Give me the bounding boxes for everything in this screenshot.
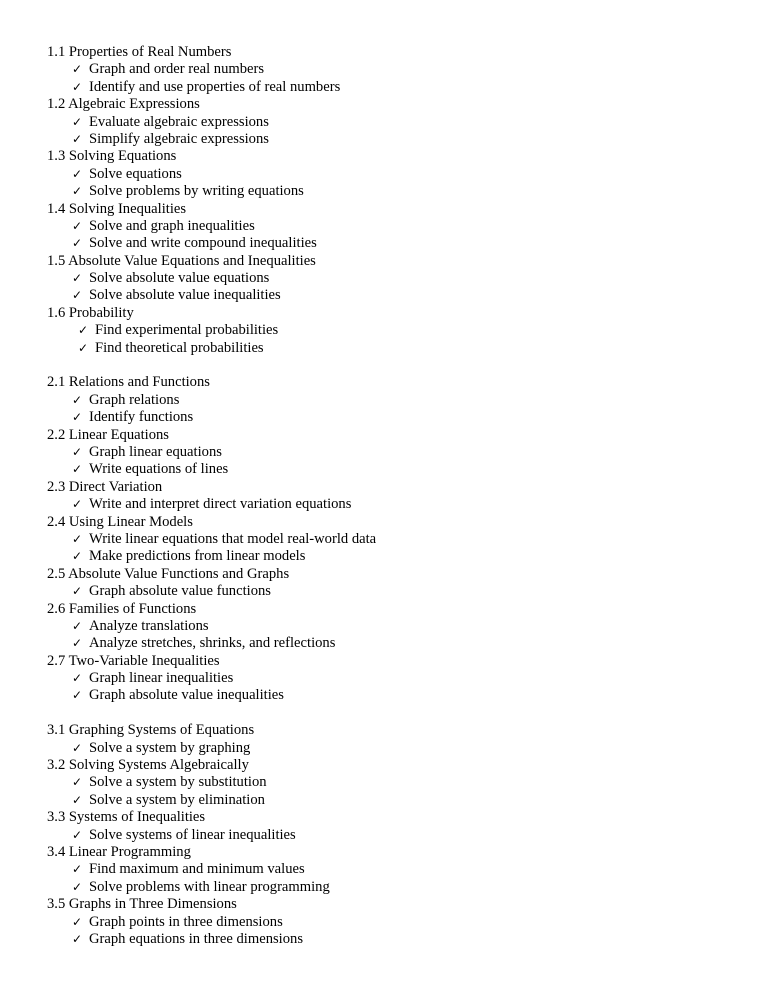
section xyxy=(47,96,747,148)
objective-item xyxy=(47,131,747,148)
checkmark-icon: ✓ xyxy=(72,497,83,512)
objective-item xyxy=(47,583,747,600)
section xyxy=(47,479,747,514)
objective-item xyxy=(47,635,747,652)
objective-item xyxy=(47,879,747,896)
objective-text: Solve a system by substitution xyxy=(89,774,267,791)
checkmark-icon: ✓ xyxy=(72,410,83,425)
objective-item xyxy=(47,166,747,183)
objective-text: Write linear equations that model real-world data xyxy=(89,530,377,547)
checkmark-icon: ✓ xyxy=(72,271,83,286)
objective-item xyxy=(47,114,747,131)
objective-item xyxy=(47,740,747,757)
checkmark-icon: ✓ xyxy=(72,688,83,703)
objective-item xyxy=(47,183,747,200)
objective-text: Identify and use properties of real numbers xyxy=(89,78,341,95)
objective-item xyxy=(47,61,747,78)
objective-text: Solve problems by writing equations xyxy=(89,183,304,200)
section-title: 2.7 Two-Variable Inequalities xyxy=(47,652,220,669)
section-title: 3.5 Graphs in Three Dimensions xyxy=(47,896,237,913)
checkmark-icon: ✓ xyxy=(72,827,83,842)
objective-item xyxy=(47,461,747,478)
checkmark-icon: ✓ xyxy=(72,636,83,651)
checkmark-icon: ✓ xyxy=(78,323,89,338)
objective-text: Graph absolute value inequalities xyxy=(89,687,284,704)
checkmark-icon: ✓ xyxy=(72,914,83,929)
objective-text: Find theoretical probabilities xyxy=(95,339,264,356)
section-title: 2.2 Linear Equations xyxy=(47,426,169,443)
objective-text: Solve systems of linear inequalities xyxy=(89,826,296,843)
objective-item xyxy=(47,496,747,513)
section-title: 2.3 Direct Variation xyxy=(47,478,163,495)
objective-text: Graph linear inequalities xyxy=(89,670,234,687)
objective-text: Graph linear equations xyxy=(89,443,222,460)
objective-text: Solve and graph inequalities xyxy=(89,217,255,234)
chapter-3 xyxy=(47,722,747,948)
checkmark-icon: ✓ xyxy=(72,775,83,790)
section-title: 3.2 Solving Systems Algebraically xyxy=(47,757,249,774)
checkmark-icon: ✓ xyxy=(72,166,83,181)
section-title: 1.3 Solving Equations xyxy=(47,148,177,165)
objective-text: Write and interpret direct variation equations xyxy=(89,496,352,513)
checkmark-icon: ✓ xyxy=(72,584,83,599)
section-title: 3.4 Linear Programming xyxy=(47,843,191,860)
section-title: 3.1 Graphing Systems of Equations xyxy=(47,722,255,739)
objective-text: Analyze stretches, shrinks, and reflections xyxy=(89,635,336,652)
checkmark-icon: ✓ xyxy=(72,740,83,755)
section xyxy=(47,653,747,705)
objective-item xyxy=(47,409,747,426)
objective-item xyxy=(47,931,747,948)
chapter-2 xyxy=(47,374,747,704)
objective-item xyxy=(47,548,747,565)
section-title: 1.5 Absolute Value Equations and Inequalities xyxy=(47,252,316,269)
objective-text: Find experimental probabilities xyxy=(95,322,279,339)
section-title: 2.1 Relations and Functions xyxy=(47,374,210,391)
objectives-document xyxy=(47,44,747,948)
section xyxy=(47,601,747,653)
checkmark-icon: ✓ xyxy=(72,462,83,477)
section-title: 2.5 Absolute Value Functions and Graphs xyxy=(47,565,290,582)
objective-item xyxy=(47,531,747,548)
objective-item xyxy=(47,392,747,409)
section xyxy=(47,44,747,96)
section xyxy=(47,305,747,357)
checkmark-icon: ✓ xyxy=(72,131,83,146)
section xyxy=(47,427,747,479)
objective-text: Find maximum and minimum values xyxy=(89,861,305,878)
objective-text: Graph equations in three dimensions xyxy=(89,930,303,947)
section-title: 2.6 Families of Functions xyxy=(47,600,197,617)
objective-text: Graph points in three dimensions xyxy=(89,913,283,930)
objective-item xyxy=(47,914,747,931)
objective-item xyxy=(47,322,747,339)
objective-text: Solve equations xyxy=(89,165,182,182)
checkmark-icon: ✓ xyxy=(72,792,83,807)
objective-text: Make predictions from linear models xyxy=(89,548,306,565)
objective-item xyxy=(47,287,747,304)
section xyxy=(47,201,747,253)
objective-text: Solve absolute value equations xyxy=(89,270,270,287)
section xyxy=(47,722,747,757)
objective-text: Graph absolute value functions xyxy=(89,583,271,600)
checkmark-icon: ✓ xyxy=(72,549,83,564)
section xyxy=(47,374,747,426)
checkmark-icon: ✓ xyxy=(72,531,83,546)
section-title: 1.2 Algebraic Expressions xyxy=(47,96,200,113)
checkmark-icon: ✓ xyxy=(72,218,83,233)
objective-text: Solve a system by elimination xyxy=(89,791,265,808)
checkmark-icon: ✓ xyxy=(72,392,83,407)
objective-text: Solve problems with linear programming xyxy=(89,878,330,895)
objective-text: Analyze translations xyxy=(89,617,209,634)
checkmark-icon: ✓ xyxy=(72,671,83,686)
objective-item xyxy=(47,444,747,461)
checkmark-icon: ✓ xyxy=(72,114,83,129)
objective-text: Graph and order real numbers xyxy=(89,61,265,78)
objective-item xyxy=(47,670,747,687)
checkmark-icon: ✓ xyxy=(72,618,83,633)
objective-item xyxy=(47,861,747,878)
section xyxy=(47,253,747,305)
checkmark-icon: ✓ xyxy=(72,79,83,94)
objective-item xyxy=(47,618,747,635)
section xyxy=(47,757,747,809)
section xyxy=(47,844,747,896)
checkmark-icon: ✓ xyxy=(78,340,89,355)
section xyxy=(47,148,747,200)
objective-text: Graph relations xyxy=(89,391,180,408)
checkmark-icon: ✓ xyxy=(72,862,83,877)
checkmark-icon: ✓ xyxy=(72,444,83,459)
objective-text: Solve absolute value inequalities xyxy=(89,287,281,304)
objective-item xyxy=(47,687,747,704)
section-title: 2.4 Using Linear Models xyxy=(47,513,193,530)
objective-item xyxy=(47,774,747,791)
objective-text: Simplify algebraic expressions xyxy=(89,130,269,147)
objective-item xyxy=(47,218,747,235)
section xyxy=(47,809,747,844)
objective-item xyxy=(47,235,747,252)
objective-item xyxy=(47,79,747,96)
checkmark-icon: ✓ xyxy=(72,931,83,946)
section-title: 1.1 Properties of Real Numbers xyxy=(47,44,232,60)
checkmark-icon: ✓ xyxy=(72,184,83,199)
section xyxy=(47,896,747,948)
section-title: 1.4 Solving Inequalities xyxy=(47,200,187,217)
objective-text: Identify functions xyxy=(89,409,194,426)
objective-item xyxy=(47,270,747,287)
section xyxy=(47,514,747,566)
section-title: 3.3 Systems of Inequalities xyxy=(47,809,206,826)
section-title: 1.6 Probability xyxy=(47,304,134,321)
checkmark-icon: ✓ xyxy=(72,879,83,894)
checkmark-icon: ✓ xyxy=(72,62,83,77)
objective-item xyxy=(47,827,747,844)
objective-text: Solve a system by graphing xyxy=(89,739,251,756)
section xyxy=(47,566,747,601)
checkmark-icon: ✓ xyxy=(72,236,83,251)
objective-item xyxy=(47,792,747,809)
objective-text: Evaluate algebraic expressions xyxy=(89,113,269,130)
objective-text: Write equations of lines xyxy=(89,461,229,478)
chapter-1 xyxy=(47,44,747,357)
objective-item xyxy=(47,340,747,357)
objective-text: Solve and write compound inequalities xyxy=(89,235,317,252)
checkmark-icon: ✓ xyxy=(72,288,83,303)
